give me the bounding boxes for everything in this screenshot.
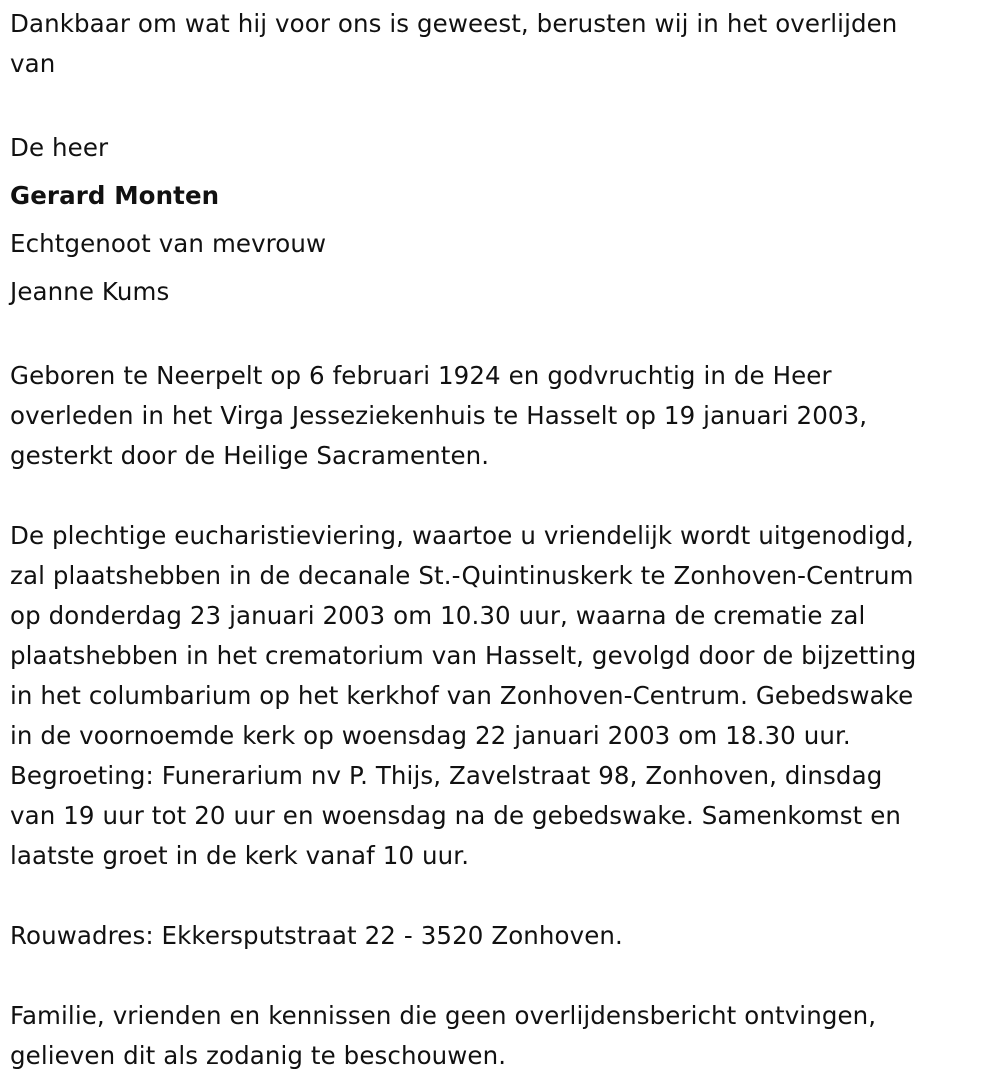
intro-line: Dankbaar om wat hij voor ons is geweest, berusten wij in het overlijden — [10, 9, 898, 38]
ceremony-line: plaatshebben in het crematorium van Hasselt, gevolgd door de bijzetting — [10, 641, 917, 670]
person-title: De heer — [10, 133, 109, 162]
closing-line: Familie, vrienden en kennissen die geen overlijdensbericht ontvingen, — [10, 1001, 877, 1030]
spouse-name: Jeanne Kums — [10, 277, 170, 306]
obituary-document — [10, 0, 995, 1076]
ceremony-line: Begroeting: Funerarium nv P. Thijs, Zavelstraat 98, Zonhoven, dinsdag — [10, 761, 883, 790]
ceremony-line: De plechtige eucharistieviering, waartoe u vriendelijk wordt uitgenodigd, — [10, 521, 914, 550]
person-block — [10, 124, 995, 316]
address-paragraph — [10, 916, 995, 956]
closing-line: gelieven dit als zodanig te beschouwen. — [10, 1041, 507, 1070]
ceremony-line: in de voornoemde kerk op woensdag 22 januari 2003 om 18.30 uur. — [10, 721, 851, 750]
birth-death-line: Geboren te Neerpelt op 6 februari 1924 en godvruchtig in de Heer — [10, 361, 832, 390]
ceremony-line: op donderdag 23 januari 2003 om 10.30 uur, waarna de crematie zal — [10, 601, 866, 630]
ceremony-line: zal plaatshebben in de decanale St.-Quintinuskerk te Zonhoven-Centrum — [10, 561, 914, 590]
ceremony-line: laatste groet in de kerk vanaf 10 uur. — [10, 841, 470, 870]
birth-death-line: gesterkt door de Heilige Sacramenten. — [10, 441, 490, 470]
intro-line: van — [10, 49, 56, 78]
intro-paragraph — [10, 4, 995, 84]
spouse-label: Echtgenoot van mevrouw — [10, 229, 327, 258]
birth-death-line: overleden in het Virga Jesseziekenhuis te Hasselt op 19 januari 2003, — [10, 401, 868, 430]
closing-paragraph — [10, 996, 995, 1076]
person-name: Gerard Monten — [10, 181, 220, 210]
birth-death-paragraph — [10, 356, 995, 476]
mourning-address: Rouwadres: Ekkersputstraat 22 - 3520 Zonhoven. — [10, 921, 623, 950]
ceremony-paragraph — [10, 516, 995, 876]
ceremony-line: van 19 uur tot 20 uur en woensdag na de gebedswake. Samenkomst en — [10, 801, 902, 830]
ceremony-line: in het columbarium op het kerkhof van Zonhoven-Centrum. Gebedswake — [10, 681, 914, 710]
